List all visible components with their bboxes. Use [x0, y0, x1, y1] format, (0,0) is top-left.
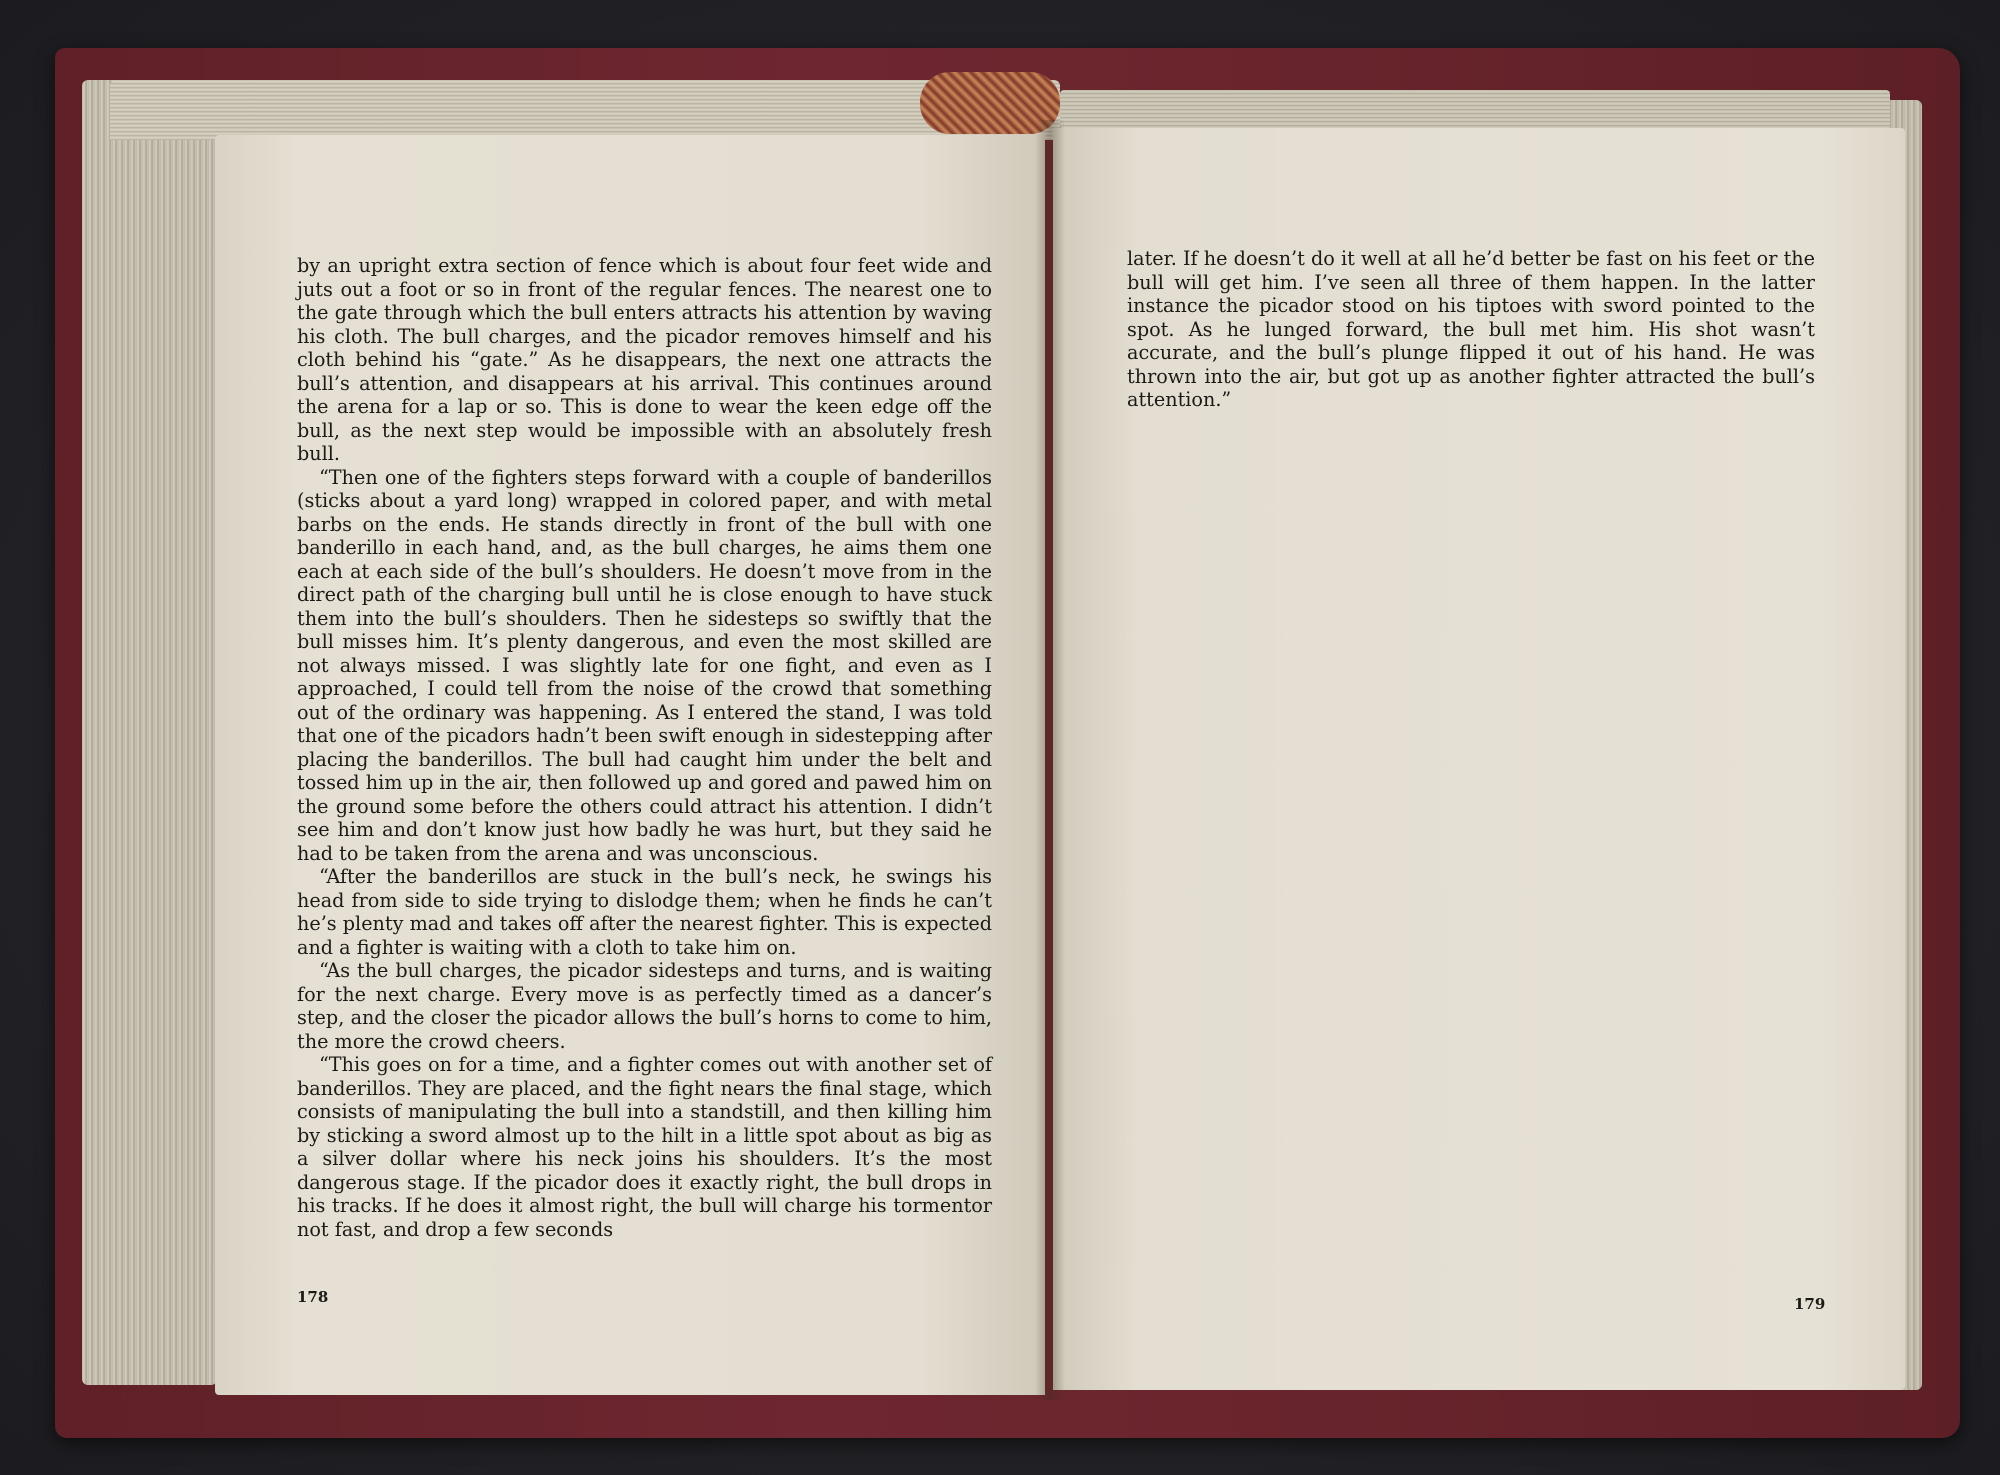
- paragraph: “As the bull charges, the picador sidesteps and turns, and is waiting for the next charge. Every move is as perfectly timed as a dancer’s step, and the closer the picador allows the bull’s horns to come to him, the more the crowd cheers.: [297, 959, 992, 1053]
- page-edges-top-left: [110, 80, 1060, 140]
- page-number-right: 179: [1794, 1295, 1826, 1313]
- page-edges-left: [82, 80, 217, 1385]
- page-edges-top-right: [1060, 90, 1890, 130]
- right-page-text: [1127, 247, 1815, 412]
- page-number-left: 178: [297, 1288, 329, 1306]
- paragraph: by an upright extra section of fence which is about four feet wide and juts out a foot or so in front of the regular fences. The nearest one to the gate through which the bull enters attracts his attention by waving his cloth. The bull charges, and the picador removes himself and his cloth behind his “gate.” As he disappears, the next one attracts the bull’s attention, and disappears at his arrival. This continues around the arena for a lap or so. This is done to wear the keen edge off the bull, as the next step would be impossible with an absolutely fresh bull.: [297, 254, 992, 465]
- paragraph: later. If he doesn’t do it well at all he’d better be fast on his feet or the bull will get him. I’ve seen all three of them happen. In the latter instance the picador stood on his tiptoes with sword pointed to the spot. As he lunged forward, the bull met him. His shot wasn’t accurate, and the bull’s plunge flipped it out of his hand. He was thrown into the air, but got up as another fighter attracted the bull’s attention.”: [1127, 247, 1815, 411]
- paragraph: “This goes on for a time, and a fighter comes out with another set of banderillos. They are placed, and the fight nears the final stage, which consists of manipulating the bull into a standstill, and then killing him by sticking a sword almost up to the hilt in a little spot about as big as a silver dollar where his neck joins his shoulders. It’s the most dangerous stage. If the picador does it exactly right, the bull drops in his tracks. If he does it almost right, the bull will charge his tormentor not fast, and drop a few seconds: [297, 1053, 992, 1241]
- book-gutter: [1035, 120, 1065, 1400]
- paragraph: “Then one of the fighters steps forward with a couple of banderillos (sticks about a yard long) wrapped in colored paper, and with metal barbs on the ends. He stands directly in front of the bull with one banderillo in each hand, and, as the bull charges, he aims them one each at each side of the bull’s shoulders. He doesn’t move from in the direct path of the charging bull until he is close enough to have stuck them into the bull’s shoulders. Then he sidesteps so swiftly that the bull misses him. It’s plenty dangerous, and even the most skilled are not always missed. I was slightly late for one fight, and even as I approached, I could tell from the noise of the crowd that something out of the ordinary was happening. As I entered the stand, I was told that one of the picadors hadn’t been swift enough in sidestepping after placing the banderillos. The bull had caught him under the belt and tossed him up in the air, then followed up and gored and pawed him on the ground some before the others could attract his attention. I didn’t see him and don’t know just how badly he was hurt, but they said he had to be taken from the arena and was unconscious.: [297, 465, 992, 865]
- left-page-text: [297, 254, 992, 1241]
- paragraph: “After the banderillos are stuck in the bull’s neck, he swings his head from side to side trying to dislodge them; when he finds he can’t he’s plenty mad and takes off after the nearest fighter. This is expected and a fighter is waiting with a cloth to take him on.: [297, 865, 992, 959]
